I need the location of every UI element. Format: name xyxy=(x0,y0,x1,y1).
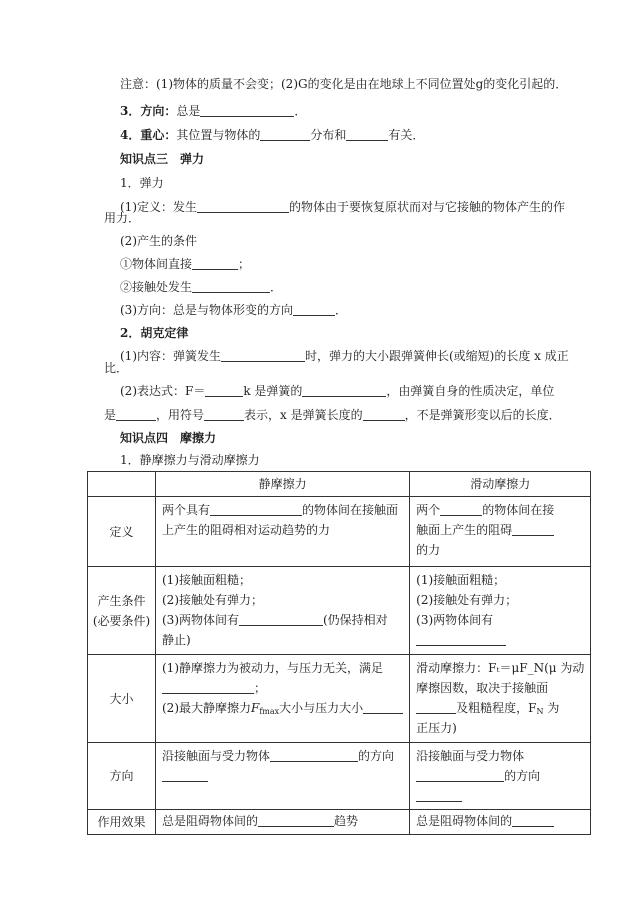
direction-static: 沿接触面与受力物体 的方向 xyxy=(156,743,410,810)
blank-formula[interactable] xyxy=(205,384,243,397)
center-of-gravity-line: 4．重心：其位置与物体的 分布和 有关． xyxy=(120,128,425,142)
blank-relative-trend[interactable] xyxy=(210,503,302,516)
blank-contact[interactable] xyxy=(192,257,238,270)
friction-heading: 1．静摩擦力与滑动摩擦力 xyxy=(120,453,260,467)
conditions-heading: (2)产生的条件 xyxy=(120,234,197,248)
row-magnitude xyxy=(88,655,591,743)
table-header-row xyxy=(88,472,591,497)
magnitude-sliding: 滑动摩擦力：Fₜ＝μF_N(μ 为动 摩擦因数，取决于接触面 及粗糙程度，$F_N$ 为 正压力) xyxy=(410,655,591,743)
hooke-content-line: (1)内容：弹簧发生 时，弹力的大小跟弹簧伸长(或缩短)的长度 x 成正 xyxy=(120,349,569,363)
condition-2: ②接触处发生 ． xyxy=(120,280,283,294)
blank-shape[interactable] xyxy=(260,128,310,141)
blank-relative-motion[interactable] xyxy=(440,503,482,516)
blank-relative-motion-2[interactable] xyxy=(512,523,554,536)
elastic-definition-cont: 用力． xyxy=(104,211,141,225)
friction-table xyxy=(87,471,591,835)
row-conditions xyxy=(88,567,591,655)
definition-static: 两个具有 的物体间在接触面 上产生的阻碍相对运动趋势的力 xyxy=(156,497,410,567)
elastic-direction-line: (3)方向：总是与物体形变的方向 ． xyxy=(120,303,348,317)
row-direction xyxy=(88,743,591,810)
blank-unit[interactable] xyxy=(116,408,156,421)
item-3-heading: 3．方向： xyxy=(120,104,177,118)
direction-sliding: 沿接触面与受力物体 的方向 xyxy=(410,743,591,810)
blank-opposite-3[interactable] xyxy=(416,789,462,802)
hooke-expression-cont: 是 ，用符号 表示，x 是弹簧长度的 ，不是弹簧形变以后的长度． xyxy=(104,408,561,422)
header-empty xyxy=(88,472,156,497)
row-definition xyxy=(88,497,591,567)
blank-relative-motion-4[interactable] xyxy=(416,769,504,782)
blank-elastic-deformation[interactable] xyxy=(192,280,270,293)
blank-related[interactable] xyxy=(363,701,403,714)
blank-symbol[interactable] xyxy=(204,408,244,421)
row-effect-label: 作用效果 xyxy=(88,810,156,835)
conditions-static: (1)接触面粗糙； (2)接触处有弹力； (3)两物体间有 (仍保持相对 静止) xyxy=(156,567,410,655)
blank-relative-motion-3[interactable] xyxy=(416,633,506,646)
blank-opposite[interactable] xyxy=(293,303,335,316)
elastic-force-heading: 1．弹力 xyxy=(120,176,164,190)
effect-static: 总是阻碍物体间的 趋势 xyxy=(156,810,410,835)
section-3-heading: 知识点三 弹力 xyxy=(120,152,205,166)
row-direction-label: 方向 xyxy=(88,743,156,810)
blank-range[interactable] xyxy=(162,681,254,694)
condition-1: ①物体间直接 ； xyxy=(120,257,251,271)
note-line: 注意：(1)物体的质量不会变；(2)G的变化是由在地球上不同位置处g的变化引起的． xyxy=(120,77,568,91)
blank-mass[interactable] xyxy=(346,128,388,141)
header-sliding-friction: 滑动摩擦力 xyxy=(410,472,591,497)
magnitude-static: (1)静摩擦力为被动力，与压力无关，满足 ； (2)最大静摩擦力$F_{fmax}$大小与压力大小 xyxy=(156,655,410,743)
blank-relative-motion-5[interactable] xyxy=(512,814,554,827)
blank-change[interactable] xyxy=(363,408,405,421)
definition-sliding: 两个 的物体间在接 触面上产生的阻碍 的力 xyxy=(410,497,591,567)
row-definition-label: 定义 xyxy=(88,497,156,567)
blank-material[interactable] xyxy=(416,701,456,714)
hooke-content-cont: 比． xyxy=(104,361,129,375)
elastic-definition-line: (1)定义：发生 的物体由于要恢复原状而对与它接触的物体产生的作 xyxy=(120,200,566,214)
blank-relative-trend-2[interactable] xyxy=(239,613,323,626)
conditions-sliding: (1)接触面粗糙； (2)接触处有弹力； (3)两物体间有 xyxy=(410,567,591,655)
hooke-expression-line: (2)表达式：F＝ k 是弹簧的 ，由弹簧自身的性质决定，单位 xyxy=(120,384,555,398)
blank-relative-trend-4[interactable] xyxy=(258,814,334,827)
item-4-heading: 4．重心： xyxy=(120,128,177,142)
blank-opposite-2[interactable] xyxy=(162,769,208,782)
blank-deformation[interactable] xyxy=(197,200,289,213)
row-effect xyxy=(88,810,591,835)
blank-stiffness[interactable] xyxy=(302,384,386,397)
header-static-friction: 静摩擦力 xyxy=(156,472,410,497)
blank-relative-trend-3[interactable] xyxy=(270,749,358,762)
blank-direction[interactable] xyxy=(200,104,294,117)
section-4-heading: 知识点四 摩擦力 xyxy=(120,431,217,445)
effect-sliding: 总是阻碍物体间的 xyxy=(410,810,591,835)
row-conditions-label: 产生条件 (必要条件) xyxy=(88,567,156,655)
direction-line: 3．方向：总是 ． xyxy=(120,104,307,118)
blank-elastic-limit[interactable] xyxy=(221,349,305,362)
row-magnitude-label: 大小 xyxy=(88,655,156,743)
hooke-law-heading: 2．胡克定律 xyxy=(120,326,189,340)
